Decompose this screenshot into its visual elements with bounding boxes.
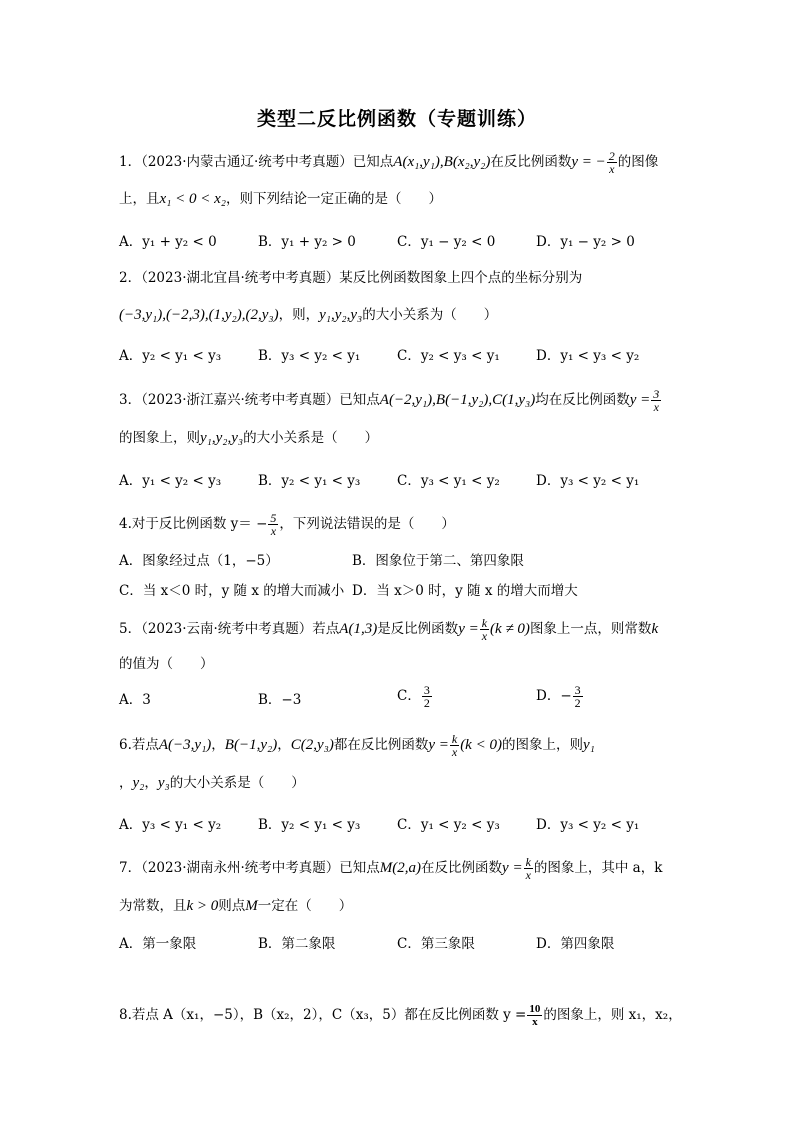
q1-mid: 在反比例函数 xyxy=(490,154,572,170)
q1-line2a: 上，且 xyxy=(119,191,160,207)
q1-option-a: A．y₁ + y₂ < 0 xyxy=(119,234,217,250)
q7-var: M xyxy=(245,898,258,914)
q1-line2b: ，则下列结论一定正确的是（ ） xyxy=(226,191,442,207)
q2-option-d: D．y₁ < y₃ < y₂ xyxy=(536,348,640,364)
q1-option-c: C．y₁ − y₂ < 0 xyxy=(397,234,496,250)
q5-fraction xyxy=(480,617,489,642)
q5-func: y = xyxy=(458,621,479,637)
q2-points: (−3,y₁),(−2,3),(1,y₂),(2,y₃) xyxy=(119,307,279,323)
q7-option-d: D．第四象限 xyxy=(536,936,615,952)
q6-func: y = xyxy=(428,737,449,753)
q7-func: y = xyxy=(502,860,523,876)
q3-option-d: D．y₃ < y₂ < y₁ xyxy=(536,473,640,489)
q3-line2b: 的大小关系是（ ） xyxy=(243,430,379,446)
q5-point: A(1,3) xyxy=(339,621,378,637)
q3-option-a: A．y₁ < y₂ < y₃ xyxy=(119,473,222,489)
q1-option-b: B．y₁ + y₂ > 0 xyxy=(258,234,356,250)
q4-option-a: A．图象经过点（1，−5） xyxy=(119,553,279,569)
q5-numerator: k xyxy=(481,616,488,630)
q6-point-b: B(−1,y₂) xyxy=(224,737,278,753)
q3-fraction xyxy=(651,388,661,413)
q6-option-c: C．y₁ < y₂ < y₃ xyxy=(397,817,500,833)
q4-prefix: 4.对于反比例函数 y＝ − xyxy=(119,516,268,532)
q1-points: A(x₁,y₁),B(x₂,y₂) xyxy=(393,154,491,170)
q3-option-b: B．y₂ < y₁ < y₃ xyxy=(258,473,361,489)
q6-line2a: ， xyxy=(119,775,133,791)
q6-line2c: 的大小关系是（ ） xyxy=(169,775,305,791)
q6-line2b: ， xyxy=(144,775,158,791)
q5-suffix: 图象上一点，则常数 xyxy=(529,621,652,637)
q5-prefix: 5．（2023·云南·统考中考真题）若点 xyxy=(119,621,340,637)
q3-numerator: 3 xyxy=(653,387,660,401)
q7-option-a: A．第一象限 xyxy=(119,936,197,952)
page-title: 类型二反比例函数（专题训练） xyxy=(256,108,537,130)
q8-numerator: 10 xyxy=(529,1003,541,1015)
question-6-line-2 xyxy=(119,773,305,793)
q4-suffix: ，下列说法错误的是（ ） xyxy=(279,516,455,532)
q5-option-d-numerator: 3 xyxy=(574,683,581,697)
q7-prefix: 7．（2023·湖南永州·统考中考真题）已知点 xyxy=(119,860,380,876)
q8-prefix: 8.若点 A（x₁，−5），B（x₂，2），C（x₃，5）都在反比例函数 y = xyxy=(119,1007,527,1023)
q3-mid: 均在反比例函数 xyxy=(535,392,630,408)
q1-option-d: D．y₁ − y₂ > 0 xyxy=(536,234,635,250)
q5-mid: 是反比例函数 xyxy=(377,621,459,637)
question-3-line-1 xyxy=(119,388,662,413)
q1-suffix: 的图像 xyxy=(617,154,659,170)
q6-mid: 都在反比例函数 xyxy=(333,737,429,753)
q8-denominator: x xyxy=(532,1016,538,1028)
q7-line2a: 为常数，且 xyxy=(119,898,187,914)
q4-option-b: B．图象位于第二、第四象限 xyxy=(352,553,524,569)
q6-prefix: 6.若点 xyxy=(119,737,159,753)
q6-option-a: A．y₃ < y₁ < y₂ xyxy=(119,817,222,833)
question-8-line-1 xyxy=(119,1003,682,1028)
q2-option-b: B．y₃ < y₂ < y₁ xyxy=(258,348,361,364)
question-1-line-1 xyxy=(119,150,658,175)
q6-point-a: A(−3,y₁) xyxy=(158,737,212,753)
question-3-line-2 xyxy=(119,428,378,448)
q6-denominator: x xyxy=(451,745,458,759)
q5-option-d xyxy=(536,684,584,709)
q3-line2a: 的图象上，则 xyxy=(119,430,200,446)
q3-denominator: x xyxy=(653,400,659,414)
question-7-line-2 xyxy=(119,896,352,916)
q7-line2c: 一定在（ ） xyxy=(257,898,353,914)
question-5-line-2: 的值为（ ） xyxy=(119,656,214,672)
q3-func: y = xyxy=(629,392,651,408)
q5-option-c-label: C． xyxy=(397,688,421,704)
q2-vars: y₁,y₂,y₃ xyxy=(319,307,363,323)
q6-sep2: ， xyxy=(277,737,291,753)
q6-sep1: ， xyxy=(211,737,225,753)
q5-denominator: x xyxy=(481,629,488,643)
q6-suffix: 的图象上，则 xyxy=(501,737,583,753)
q5-option-d-label: D．− xyxy=(536,688,572,704)
q2-option-a: A．y₂ < y₁ < y₃ xyxy=(119,348,222,364)
q1-fraction xyxy=(607,150,617,175)
q1-func: y = − xyxy=(571,154,606,170)
question-1-line-2 xyxy=(119,189,442,209)
q6-fraction xyxy=(450,733,459,758)
q7-option-b: B．第二象限 xyxy=(258,936,336,952)
q7-suffix: 的图象上，其中 a，k xyxy=(533,860,663,876)
q7-mid: 在反比例函数 xyxy=(421,860,503,876)
q5-var: k xyxy=(651,621,659,637)
q7-point: M(2,a) xyxy=(379,860,422,876)
q8-suffix: 的图象上，则 x₁，x₂， xyxy=(543,1007,682,1023)
q5-condition: (k ≠ 0) xyxy=(490,621,530,637)
question-4-line-1 xyxy=(119,512,455,537)
q4-denominator: x xyxy=(270,524,277,538)
q6-numerator: k xyxy=(451,732,458,746)
q4-option-c: C．当 x＜0 时，y 随 x 的增大而减小 xyxy=(119,583,345,599)
q6-condition: (k < 0) xyxy=(460,737,502,753)
q5-option-c xyxy=(397,684,433,709)
q7-numerator: k xyxy=(525,855,531,869)
q8-fraction xyxy=(527,1003,542,1028)
q7-line2b: 则点 xyxy=(218,898,246,914)
q3-prefix: 3．（2023·浙江嘉兴·统考中考真题）已知点 xyxy=(119,392,380,408)
question-6-line-1 xyxy=(119,733,595,758)
q6-var2: y₂ xyxy=(132,775,145,791)
q2-mid: ，则， xyxy=(278,307,320,323)
q2-suffix: 的大小关系为（ ） xyxy=(362,307,498,323)
q1-denominator: x xyxy=(609,162,615,176)
q4-option-d: D．当 x＞0 时，y 随 x 的增大而增大 xyxy=(352,583,578,599)
question-2-line-1: 2．（2023·湖北宜昌·统考中考真题）某反比例函数图象上四个点的坐标分别为 xyxy=(119,270,583,286)
q5-option-c-denominator: 2 xyxy=(423,696,430,710)
q7-condition: k > 0 xyxy=(186,898,219,914)
q7-fraction xyxy=(524,856,533,881)
q5-option-b: B．−3 xyxy=(258,692,302,708)
q2-option-c: C．y₂ < y₃ < y₁ xyxy=(397,348,500,364)
q3-vars: y₁,y₂,y₃ xyxy=(200,430,244,446)
q6-var3: y₃ xyxy=(157,775,170,791)
q7-denominator: x xyxy=(525,868,531,882)
q5-option-d-denominator: 2 xyxy=(574,696,581,710)
q4-numerator: 5 xyxy=(270,511,277,525)
q7-option-c: C．第三象限 xyxy=(397,936,475,952)
q3-points: A(−2,y₁),B(−1,y₂),C(1,y₃) xyxy=(379,392,536,408)
q1-condition: x₁ < 0 < x₂ xyxy=(159,191,226,207)
q5-option-d-fraction xyxy=(573,684,583,709)
q6-option-b: B．y₂ < y₁ < y₃ xyxy=(258,817,361,833)
q6-point-c: C(2,y₃) xyxy=(290,737,334,753)
q1-numerator: 2 xyxy=(608,149,615,163)
question-7-line-1 xyxy=(119,856,662,881)
q6-var1: y₁ xyxy=(582,737,595,753)
q5-option-c-numerator: 3 xyxy=(423,683,430,697)
q4-fraction xyxy=(268,512,278,537)
q5-option-a: A．3 xyxy=(119,692,151,708)
question-2-line-2 xyxy=(119,305,497,325)
q3-option-c: C．y₃ < y₁ < y₂ xyxy=(397,473,500,489)
q5-option-c-fraction xyxy=(422,684,432,709)
q1-prefix: 1．（2023·内蒙古通辽·统考中考真题）已知点 xyxy=(119,154,394,170)
q6-option-d: D．y₃ < y₂ < y₁ xyxy=(536,817,640,833)
question-5-line-1 xyxy=(119,617,658,642)
